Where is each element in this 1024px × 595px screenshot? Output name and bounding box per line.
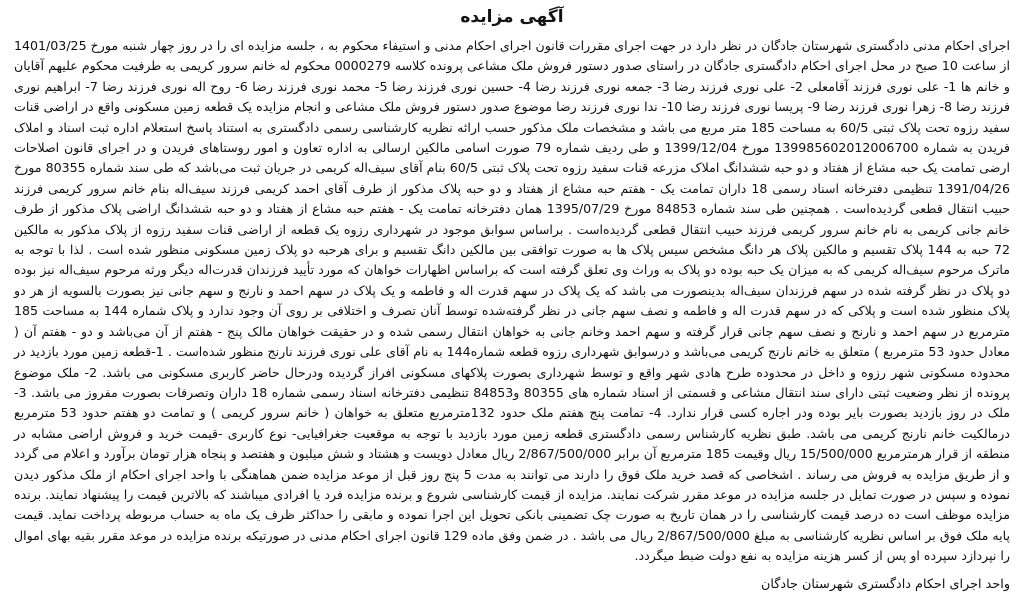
notice-title: آگهی مزایده — [460, 7, 564, 27]
notice-body: اجرای احکام مدنی دادگستری شهرستان جادگان در نظر دارد در جهت اجرای مقررات قانون اجرای احکام مدنی و استیفاء محکوم به ، جلسه مزایده ای را در روز چهار شنبه مورخ 1401/03/25 از ساعت 10 صبح در محل اجرای احکام دادگستری جادگان در راستای صدور دستور فروش ملک مشاعی پرونده کلاسه 0000279 محکوم له خانم سرور کریمی به طرفیت محکوم علیهم آقایان و خانم ها 1- علی نوری فرزند آقامعلی 2- علی نوری فرزند رضا 3- جمعه نوری فرزند رضا 4- حسین نوری فرزند رضا 5- محمد نوری فرزند رضا 6- روح اله نوری فرزند رضا 7- ابراهیم نوری فرزند رضا 8- زهرا نوری فرزند رضا 9- پریسا نوری فرزند رضا 10- ندا نوری فرزند رضا موضوع صدور دستور فروش ملک مشاعی و انجام مزایده یک قطعه زمین مسکونی واقع در اراضی قنات سفید رزوه تحت پلاک ثبتی 60/5 به مساحت 185 متر مربع می باشد و مشخصات ملک مذکور حسب ارائه نظریه کارشناسی رسمی دادگستری به استناد پاسخ استعلام اداره ثبت اسناد و املاک فریدن به شماره 139985602012006700 مورخ 1399/12/04 و طی ردیف شماره 79 صورت اسامی مالکین ارسالی به اداره تعاون و امور روستاهای فریدن و در اجرای قانون اصلاحات ارضی تمامت یک حبه مشاع از هفتاد و دو حبه ششدانگ املاک مزرعه قنات سفید رزوه تحت پلاک ثبتی 60/5 بنام آقای سیف‌اله کریمی در جریان ثبت می‌باشد که طی سند شماره 80355 مورخ 1391/04/26 تنظیمی دفترخانه اسناد رسمی 18 داران تمامت یک - هفتم حبه مشاع از هفتاد و دو حبه پلاک مذکور از طرف آقای احمد کریمی فرزند سیف‌اله بنام خانم سرور کریمی فرزند حبیب انتقال قطعی گردیده‌است . همچنین طی سند شماره 84853 مورخ 1395/07/29 همان دفترخانه تمامت یک - هفتم حبه مشاع از هفتاد و دو حبه ششدانگ اراضی پلاک مذکور از طرف خانم جانی کریمی به نام خانم سرور کریمی فرزند حبیب انتقال قطعی گردیده‌است . براساس سوابق موجود در شهرداری رزوه یک قطعه از اراضی قنات سفید رزوه از پلاک مذکور به مالکین 72 حبه به 144 پلاک تقسیم و مالکین پلاک هر دانگ مشخص سیس پلاک ها به صورت توافقی بین مالکین دانگ تقسیم و برای هرحبه دو پلاک زمین مسکونی منظور شده است . لذا با توجه به ماترک مرحوم سیف‌اله کریمی که به میزان یک حبه بوده دو پلاک به وراث وی تعلق گرفته است که براساس اظهارات خواهان که مورد تأیید فرزندان قدرت‌اله دیگر ورثه مرحوم سیف‌اله نیز بوده دو پلاک در نظر گرفته شده در سهم فرزندان سیف‌اله بدینصورت می باشد که یک پلاک در سهم قدرت اله و فاطمه و یک پلاک در سهم احمد و نارنج و سهم جانی نیز بصورت بالسویه از هر دو پلاک منظور شده است و پلاکی که در سهم قدرت اله و فاطمه و نصف سهم جانی در نظر گرفته‌شده توسط آنان تصرف و اختلافی بر روی آن وجود ندارد و پلاک شماره 144 به مساحت 185 مترمربع در سهم احمد و نارنج و نصف سهم جانی قرار گرفته و سهم احمد وخانم جانی به خواهان انتقال رسمی شده و در حقیقت خواهان مالک پنج - هفتم از آن می‌باشد و دو - هفتم آن ( معادل حدود 53 مترمربع ) متعلق به خانم نارنج کریمی می‌باشد و درسوابق شهرداری رزوه قطعه شماره144 به نام آقای علی نوری فرزند نارنج منظور شده‌است . 1-قطعه زمین مورد بازدید در محدوده مسکونی شهر رزوه و داخل در محدوده طرح هادی شهر واقع و توسط شهرداری بصورت پلاکهای مسکونی افراز گردیده ودرحال حاضر کاربری مسکونی می باشد. 2- ملک موضوع پرونده از نظر وضعیت ثبتی دارای سند انتقال مشاعی و قسمتی از اسناد شماره های 80355 و84853 تنظیمی دفترخانه اسناد رسمی شماره 18 داران وتصرفات بصورت مفروز می باشد. 3- ملک در روز بازدید بصورت بایر بوده ودر اجاره کسی قرار ندارد. 4- تمامت پنج هفتم ملک حدود 132مترمربع متعلق به خواهان ( خانم سرور کریمی ) و تمامت دو هفتم حدود 53 مترمربع درمالکیت خانم نارنج کریمی می باشد. طبق نظریه کارشناس رسمی دادگستری قطعه زمین مورد بازدید با توجه به موقعیت جغرافیایی- نوع کاربری -قیمت خرید و فروش اراضی مشابه در منطقه از قرار هرمترمربع 15/500/000 ریال وقیمت 185 مترمربع آن برابر 2/867/500/000 ریال معادل دویست و هشتاد و شش میلیون و هفتصد و پنجاه هزار تومان برآورد و اعلام می گردد و از طریق مزایده به فروش می رساند . اشخاصی که قصد خرید ملک فوق را دارند می توانند به مدت 5 پنج روز قبل از موعد مزایده ضمن هماهنگی با واحد اجرای احکام از ملک مذکور دیدن نموده و سپس در صورت تمایل در جلسه مزایده در موعد مقرر شرکت نمایند. مزایده از قیمت کارشناسی شروع و برنده مزایده فرد یا افرادی میباشند که بالاترین قیمت را پیشنهاد نمایند. برنده مزایده موظف است ده درصد قیمت کارشناسی را در همان تاریخ به صورت چک تضمینی بانکی تحویل این اجرا نموده و مابقی را حداکثر ظرف یک ماه به حساب مربوطه پرداخت نماید. قیمت پایه ملک فوق بر اساس نظریه کارشناسی به مبلغ 2/867/500/000 ریال می باشد . در ضمن وفق ماده 129 قانون اجرای احکام مدنی در صورتیکه برنده مزایده در موعد مقرر بقیه بهای اموال را نپردازد سپرده او پس از کسر هزینه مزایده به نفع دولت ضبط میگردد. — [14, 38, 1011, 564]
notice-signature: واحد اجرای احکام دادگستری شهرستان جادگان — [760, 576, 1010, 592]
